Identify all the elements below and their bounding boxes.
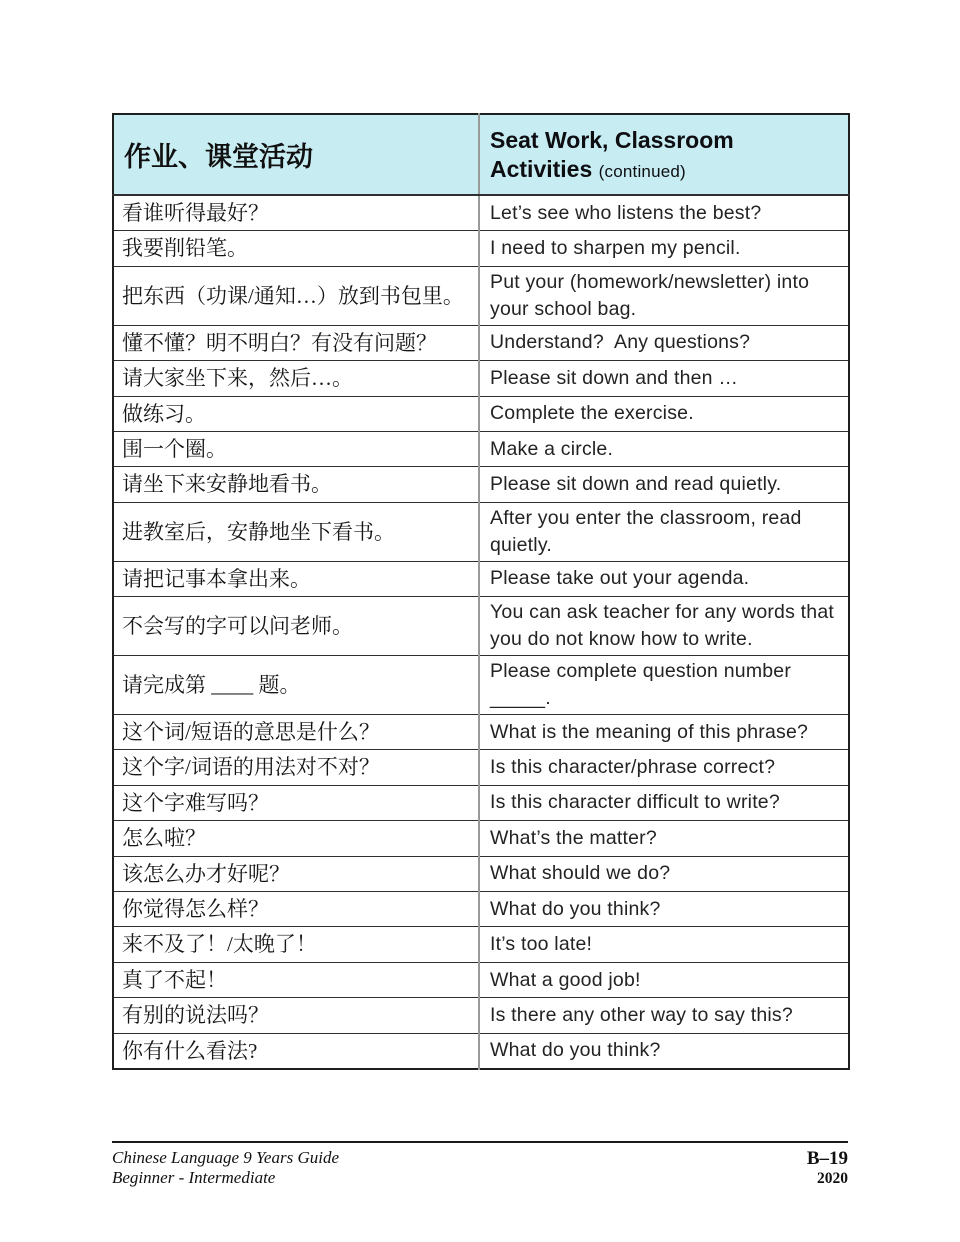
table-row [113,1033,849,1069]
chinese-cell: 请把记事本拿出来。 [113,561,479,596]
footer-page-info [807,1148,848,1188]
chinese-cell: 请大家坐下来，然后…。 [113,361,479,396]
english-cell: What is the meaning of this phrase? [479,714,849,749]
chinese-cell: 不会写的字可以问老师。 [113,597,479,656]
english-cell: What should we do? [479,856,849,891]
table-row [113,750,849,785]
table-row [113,714,849,749]
english-cell: Please complete question number _____. [479,655,849,714]
chinese-cell: 懂不懂？明不明白？有没有问题？ [113,325,479,360]
english-cell: What’s the matter? [479,821,849,856]
table-row [113,597,849,656]
chinese-cell: 怎么啦？ [113,821,479,856]
footer-document-info [112,1148,339,1189]
english-cell: It’s too late! [479,927,849,962]
chinese-cell: 真了不起！ [113,962,479,997]
chinese-cell: 围一个圈。 [113,432,479,467]
chinese-cell: 该怎么办才好呢？ [113,856,479,891]
table-row [113,502,849,561]
table-row [113,266,849,325]
english-cell: What do you think? [479,891,849,926]
chinese-cell: 请坐下来安静地看书。 [113,467,479,502]
table-row [113,231,849,266]
table-row [113,655,849,714]
table-row [113,432,849,467]
header-row [113,114,849,195]
table-row [113,998,849,1033]
table-row [113,561,849,596]
phrase-table [112,113,850,1070]
english-cell: What a good job! [479,962,849,997]
english-cell: Is this character difficult to write? [479,785,849,820]
english-cell: Please sit down and then … [479,361,849,396]
chinese-cell: 请完成第 ____ 题。 [113,655,479,714]
english-cell: Complete the exercise. [479,396,849,431]
table-row [113,856,849,891]
table-row [113,821,849,856]
english-cell: Is there any other way to say this? [479,998,849,1033]
english-cell: Let’s see who listens the best? [479,195,849,231]
chinese-cell: 这个词/短语的意思是什么？ [113,714,479,749]
page-number: B–19 [806,1148,848,1169]
page-footer [112,1141,848,1189]
table-body [113,195,849,1069]
chinese-cell: 我要削铅笔。 [113,231,479,266]
table-row [113,195,849,231]
header-cell-chinese: 作业、课堂活动 [113,114,479,195]
document-title: Chinese Language 9 Years Guide [112,1148,339,1167]
chinese-cell: 这个字难写吗？ [113,785,479,820]
table-row [113,361,849,396]
english-cell: Understand? Any questions? [479,325,849,360]
chinese-cell: 做练习。 [113,396,479,431]
page-year: 2020 [817,1169,848,1187]
chinese-cell: 进教室后，安静地坐下看书。 [113,502,479,561]
chinese-cell: 把东西（功课/通知…）放到书包里。 [113,266,479,325]
chinese-cell: 这个字/词语的用法对不对？ [113,750,479,785]
english-cell: After you enter the classroom, read quietly. [479,502,849,561]
english-cell: I need to sharpen my pencil. [479,231,849,266]
header-cell-english [479,114,849,195]
table-row [113,785,849,820]
english-cell: Please take out your agenda. [479,561,849,596]
english-cell: Please sit down and read quietly. [479,467,849,502]
chinese-cell: 你有什么看法? [113,1033,479,1069]
header-continued-note: (continued) [598,161,686,181]
table-row [113,467,849,502]
english-cell: What do you think? [479,1033,849,1069]
table-row [113,396,849,431]
header-english-title: Seat Work, Classroom Activities [490,126,734,182]
chinese-cell: 有别的说法吗？ [113,998,479,1033]
table-row [113,927,849,962]
english-cell: You can ask teacher for any words that you do not know how to write. [479,597,849,656]
english-cell: Make a circle. [479,432,849,467]
chinese-cell: 你觉得怎么样？ [113,891,479,926]
table-row [113,325,849,360]
english-cell: Is this character/phrase correct? [479,750,849,785]
english-cell: Put your (homework/newsletter) into your school bag. [479,266,849,325]
table-header [113,114,849,195]
document-subtitle: Beginner - Intermediate [112,1168,276,1188]
chinese-cell: 来不及了！/太晚了！ [113,927,479,962]
table-row [113,962,849,997]
table-row [113,891,849,926]
chinese-cell: 看谁听得最好？ [113,195,479,231]
